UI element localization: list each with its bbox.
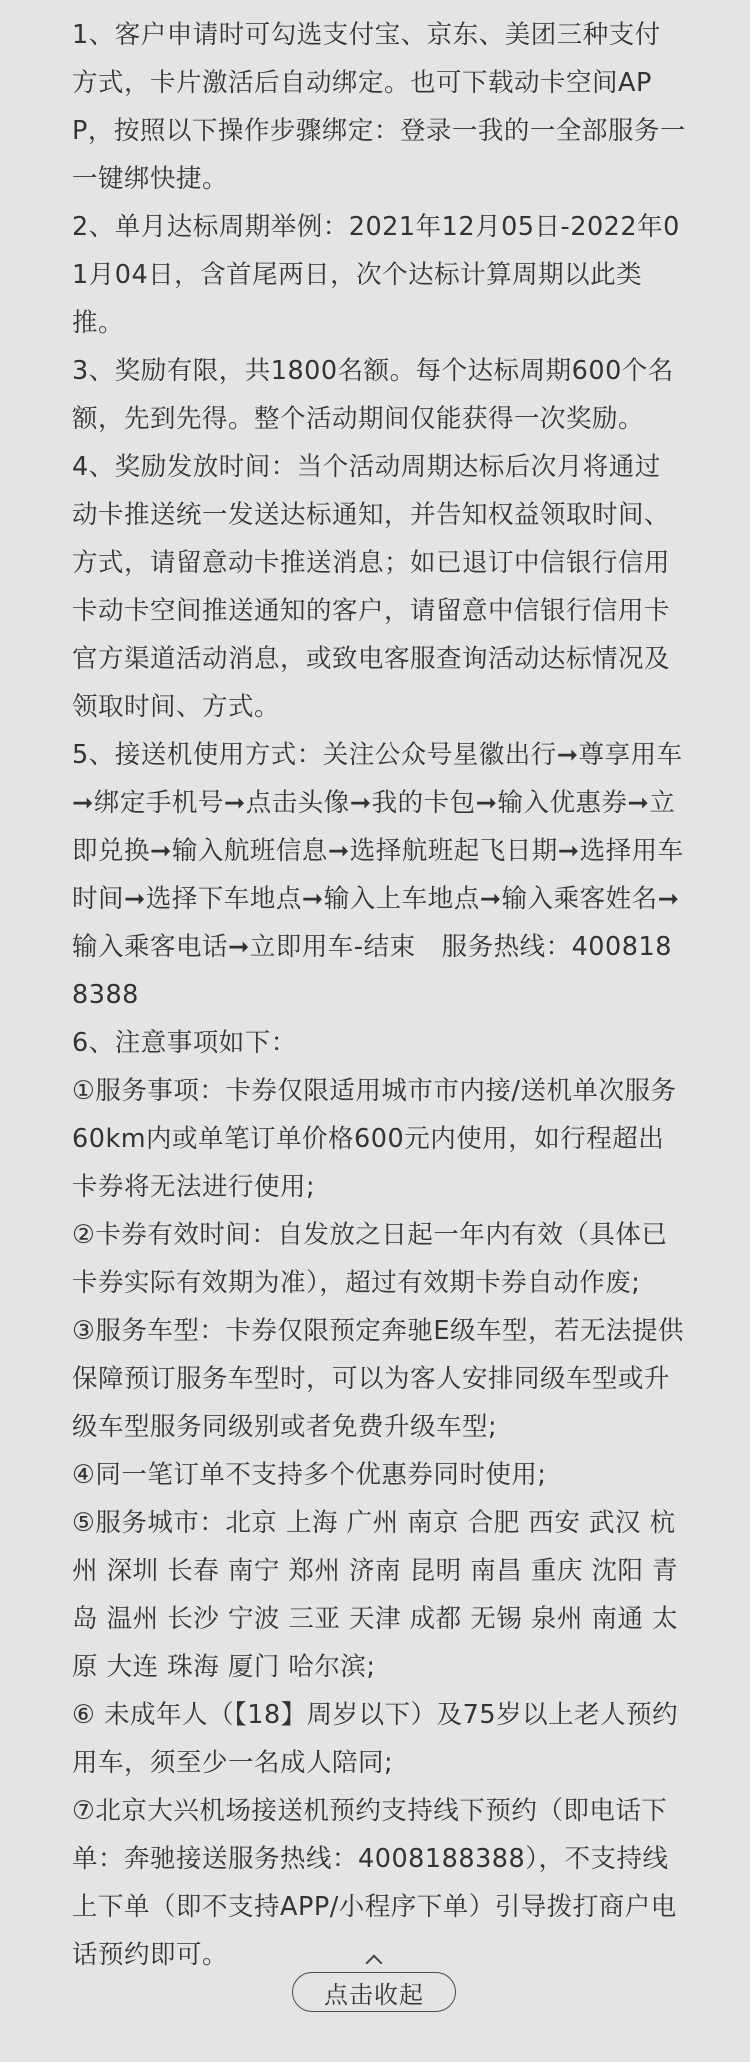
- notice-item-7: ⑦北京大兴机场接送机预约支持线下预约（即电话下单：奔驰接送服务热线：4008188388），不支持线上下单（即不支持APP/小程序下单）引导拨打商户电话预约即可。: [72, 1796, 677, 1970]
- rule-paragraph-5: 5、接送机使用方式：关注公众号星徽出行➞尊享用车➞绑定手机号➞点击头像➞我的卡包➞输入优惠券➞立即兑换➞输入航班信息➞选择航班起飞日期➞选择用车时间➞选择下车地点➞输入上车地点➞输入乘客姓名➞输入乘客电话➞立即用车-结束 服务热线：4008188388: [72, 740, 684, 1010]
- rule-paragraph-3: 3、奖励有限，共1800名额。每个达标周期600个名额，先到先得。整个活动期间仅能获得一次奖励。: [72, 356, 674, 434]
- rule-paragraph-6: 6、注意事项如下：: [72, 1028, 297, 1058]
- notice-item-4: ④同一笔订单不支持多个优惠券同时使用;: [72, 1460, 547, 1490]
- rules-content: [72, 0, 686, 1979]
- notice-item-5: ⑤服务城市：北京 上海 广州 南京 合肥 西安 武汉 杭州 深圳 长春 南宁 郑州 济南 昆明 南昌 重庆 沈阳 青岛 温州 长沙 宁波 三亚 天津 成都 无锡 泉州 南通 太原 大连 珠海 厦门 哈尔滨;: [72, 1508, 679, 1682]
- notice-item-2: ②卡券有效时间：自发放之日起一年内有效（具体已卡券实际有效期为准），超过有效期卡券自动作废;: [72, 1220, 668, 1298]
- collapse-area: [0, 1944, 750, 2062]
- notice-item-6: ⑥ 未成年人（【18】周岁以下）及75岁以上老人预约用车，须至少一名成人陪同;: [72, 1700, 679, 1778]
- notice-item-1: ①服务事项：卡券仅限适用城市市内接/送机单次服务60km内或单笔订单价格600元内使用，如行程超出卡券将无法进行使用;: [72, 1076, 677, 1202]
- collapse-button[interactable]: [292, 1972, 456, 2012]
- rule-paragraph-2: 2、单月达标周期举例：2021年12月05日-2022年01月04日，含首尾两日，次个达标计算周期以此类推。: [72, 212, 680, 338]
- rule-paragraph-4: 4、奖励发放时间：当个活动周期达标后次月将通过动卡推送统一发送达标通知，并告知权益领取时间、方式，请留意动卡推送消息；如已退订中信银行信用卡动卡空间推送通知的客户，请留意中信银行信用卡官方渠道活动消息，或致电客服查询活动达标情况及领取时间、方式。: [72, 452, 671, 722]
- notice-item-3: ③服务车型：卡券仅限预定奔驰E级车型，若无法提供保障预订服务车型时，可以为客人安排同级车型或升级车型服务同级别或者免费升级车型;: [72, 1316, 684, 1442]
- chevron-up-icon[interactable]: [366, 1955, 383, 1972]
- collapse-button-label: 点击收起: [324, 1980, 424, 2009]
- rule-paragraph-1: 1、客户申请时可勾选支付宝、京东、美团三种支付方式，卡片激活后自动绑定。也可下载动卡空间APP，按照以下操作步骤绑定：登录一我的一全部服务一一键绑快捷。: [72, 20, 686, 194]
